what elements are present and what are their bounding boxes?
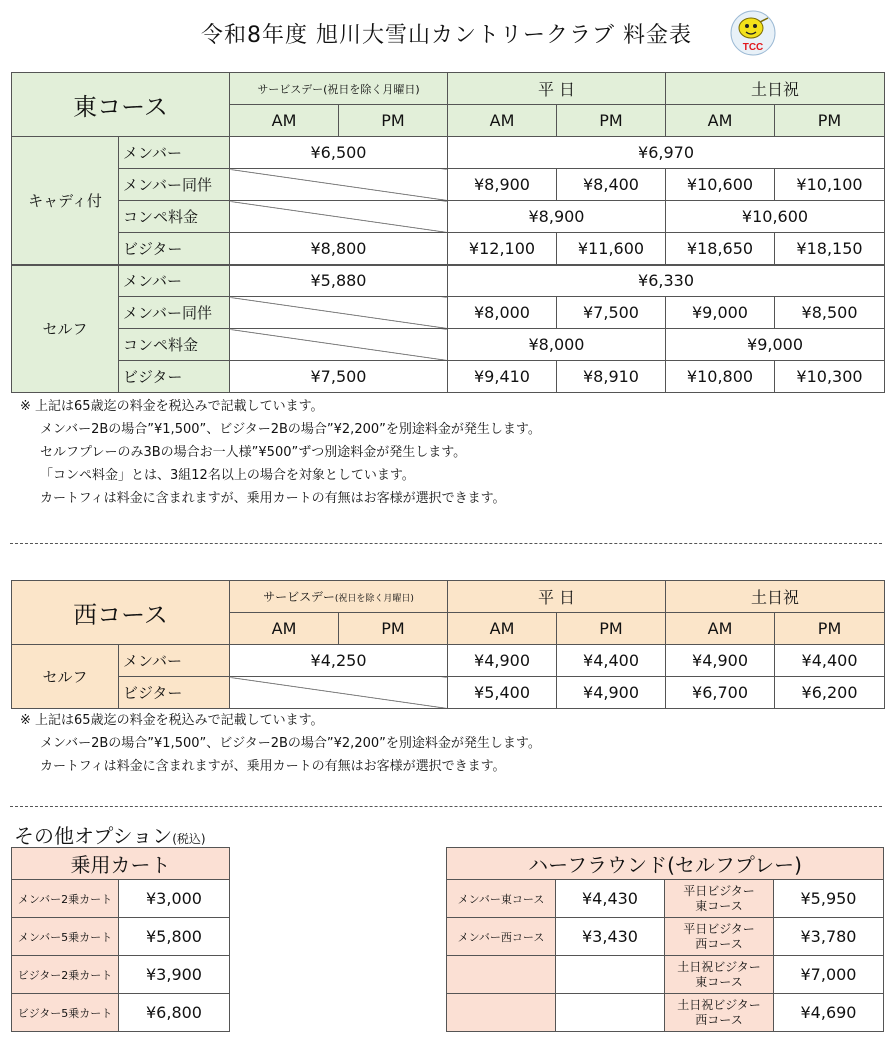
price-cell: ¥10,600 — [666, 201, 885, 233]
course-name: 西コース — [12, 581, 230, 645]
price-cell: ¥10,800 — [666, 361, 775, 393]
price-cell: ¥9,410 — [448, 361, 557, 393]
row-label: ビジター — [119, 233, 230, 265]
group-self: セルフ — [12, 645, 119, 709]
price-cell: ¥5,880 — [230, 265, 448, 297]
row-label: 平日ビジター 東コース — [665, 880, 774, 918]
price-cell: ¥18,150 — [775, 233, 885, 265]
price-cell: ¥4,400 — [557, 645, 666, 677]
price-cell: ¥10,600 — [666, 169, 775, 201]
note-line: 「コンペ料金」とは、3組12名以上の場合を対象としています。 — [40, 468, 415, 483]
service-day-header: サービスデー(祝日を除く月曜日) — [230, 581, 448, 613]
row-label: メンバー2乗カート — [12, 880, 119, 918]
price-cell: ¥6,330 — [448, 265, 885, 297]
am-header: AM — [448, 105, 557, 137]
half-round-title: ハーフラウンド(セルフプレー) — [447, 848, 884, 880]
not-applicable-cell — [230, 201, 448, 233]
row-label: ビジター5乗カート — [12, 994, 119, 1032]
not-applicable-cell — [230, 329, 448, 361]
price-cell: ¥8,800 — [230, 233, 448, 265]
price-cell: ¥4,900 — [557, 677, 666, 709]
note-line: カートフィは料金に含まれますが、乗用カートの有無はお客様が選択できます。 — [40, 759, 506, 774]
price-cell: ¥6,700 — [666, 677, 775, 709]
service-day-header: サービスデー(祝日を除く月曜日) — [230, 73, 448, 105]
price-cell: ¥18,650 — [666, 233, 775, 265]
price-cell: ¥8,900 — [448, 201, 666, 233]
row-label: コンペ料金 — [119, 201, 230, 233]
cart-table — [11, 847, 230, 1032]
section-divider — [10, 543, 882, 544]
price-cell: ¥6,970 — [448, 137, 885, 169]
empty-cell — [556, 994, 665, 1032]
row-label: ビジター — [119, 677, 230, 709]
row-label: メンバー — [119, 137, 230, 169]
row-label: メンバー — [119, 265, 230, 297]
half-round-table — [446, 847, 884, 1032]
group-caddie: キャディ付 — [12, 137, 119, 265]
row-label: メンバー — [119, 645, 230, 677]
price-cell: ¥5,800 — [119, 918, 230, 956]
note-line: メンバー2Bの場合”¥1,500”、ビジター2Bの場合”¥2,200”を別途料金が発生します。 — [40, 736, 541, 751]
note-line: セルフプレーのみ3Bの場合お一人様”¥500”ずつ別途料金が発生します。 — [40, 445, 467, 460]
price-cell: ¥6,800 — [119, 994, 230, 1032]
price-cell: ¥6,500 — [230, 137, 448, 169]
row-label: メンバー同伴 — [119, 297, 230, 329]
empty-cell — [556, 956, 665, 994]
holiday-header: 土日祝 — [666, 581, 885, 613]
price-cell: ¥8,900 — [448, 169, 557, 201]
row-label: メンバー5乗カート — [12, 918, 119, 956]
price-cell: ¥12,100 — [448, 233, 557, 265]
east-notes — [20, 395, 541, 510]
pm-header: PM — [557, 105, 666, 137]
price-cell: ¥3,900 — [119, 956, 230, 994]
price-cell: ¥10,100 — [775, 169, 885, 201]
price-cell: ¥7,000 — [774, 956, 884, 994]
empty-label — [447, 956, 556, 994]
price-cell: ¥8,400 — [557, 169, 666, 201]
am-header: AM — [230, 105, 339, 137]
row-label: ビジター2乗カート — [12, 956, 119, 994]
price-cell: ¥5,950 — [774, 880, 884, 918]
price-cell: ¥4,900 — [448, 645, 557, 677]
price-cell: ¥3,430 — [556, 918, 665, 956]
row-label: メンバー同伴 — [119, 169, 230, 201]
price-cell: ¥9,000 — [666, 297, 775, 329]
group-self: セルフ — [12, 265, 119, 393]
price-cell: ¥11,600 — [557, 233, 666, 265]
svg-text:TCC: TCC — [742, 42, 764, 53]
price-cell: ¥8,500 — [775, 297, 885, 329]
row-label: ビジター — [119, 361, 230, 393]
not-applicable-cell — [230, 677, 448, 709]
pm-header: PM — [339, 613, 448, 645]
west-course-table — [11, 580, 885, 709]
price-cell: ¥5,400 — [448, 677, 557, 709]
price-cell: ¥4,690 — [774, 994, 884, 1032]
price-cell: ¥6,200 — [775, 677, 885, 709]
price-cell: ¥4,400 — [775, 645, 885, 677]
east-course-table — [11, 72, 885, 393]
holiday-header: 土日祝 — [666, 73, 885, 105]
price-cell: ¥10,300 — [775, 361, 885, 393]
price-cell: ¥7,500 — [557, 297, 666, 329]
pm-header: PM — [775, 613, 885, 645]
not-applicable-cell — [230, 297, 448, 329]
price-cell: ¥7,500 — [230, 361, 448, 393]
cart-title: 乗用カート — [12, 848, 230, 880]
row-label: メンバー西コース — [447, 918, 556, 956]
price-cell: ¥4,430 — [556, 880, 665, 918]
price-cell: ¥3,000 — [119, 880, 230, 918]
note-line: メンバー2Bの場合”¥1,500”、ビジター2Bの場合”¥2,200”を別途料金が発生します。 — [40, 422, 541, 437]
am-header: AM — [666, 105, 775, 137]
row-label: 土日祝ビジター 東コース — [665, 956, 774, 994]
price-cell: ¥9,000 — [666, 329, 885, 361]
am-header: AM — [448, 613, 557, 645]
page-title: 令和8年度 旭川大雪山カントリークラブ 料金表 — [201, 23, 692, 48]
options-heading: その他オプション(税込) — [14, 824, 206, 848]
price-cell: ¥4,250 — [230, 645, 448, 677]
not-applicable-cell — [230, 169, 448, 201]
row-label: メンバー東コース — [447, 880, 556, 918]
price-cell: ¥8,000 — [448, 297, 557, 329]
price-cell: ¥3,780 — [774, 918, 884, 956]
pm-header: PM — [339, 105, 448, 137]
pm-header: PM — [557, 613, 666, 645]
west-notes — [20, 709, 541, 778]
row-label: 土日祝ビジター 西コース — [665, 994, 774, 1032]
section-divider — [10, 806, 882, 807]
price-cell: ¥8,000 — [448, 329, 666, 361]
course-name: 東コース — [12, 73, 230, 137]
price-cell: ¥8,910 — [557, 361, 666, 393]
note-line: カートフィは料金に含まれますが、乗用カートの有無はお客様が選択できます。 — [40, 491, 506, 506]
pm-header: PM — [775, 105, 885, 137]
price-cell: ¥4,900 — [666, 645, 775, 677]
row-label: 平日ビジター 西コース — [665, 918, 774, 956]
club-logo — [730, 10, 776, 56]
am-header: AM — [666, 613, 775, 645]
note-line: ※ 上記は65歳迄の料金を税込みで記載しています。 — [20, 399, 324, 414]
note-line: ※ 上記は65歳迄の料金を税込みで記載しています。 — [20, 713, 324, 728]
empty-label — [447, 994, 556, 1032]
weekday-header: 平 日 — [448, 581, 666, 613]
am-header: AM — [230, 613, 339, 645]
weekday-header: 平 日 — [448, 73, 666, 105]
row-label: コンペ料金 — [119, 329, 230, 361]
